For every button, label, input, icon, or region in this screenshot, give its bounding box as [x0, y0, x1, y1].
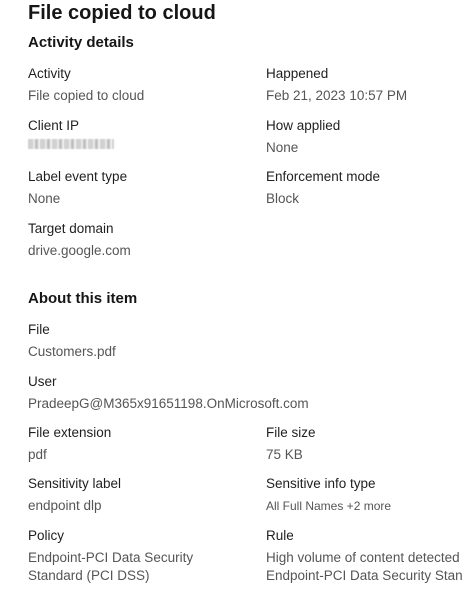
field-value: Customers.pdf	[28, 344, 116, 359]
field-user	[28, 373, 448, 413]
field-label: File extension	[28, 425, 112, 440]
field-happened	[266, 65, 466, 105]
field-file-extension	[28, 424, 228, 464]
field-value: High volume of content detected Endpoint-PCI Data Security Stan	[266, 550, 463, 583]
field-label: How applied	[266, 118, 341, 133]
field-client-ip	[28, 117, 228, 154]
field-label: Enforcement mode	[266, 169, 381, 184]
field-value: Feb 21, 2023 10:57 PM	[266, 88, 408, 103]
field-file-size	[266, 424, 466, 464]
field-target-domain	[28, 220, 228, 260]
field-sensitivity-label	[28, 475, 228, 515]
field-label: Sensitivity label	[28, 476, 122, 491]
field-value: drive.google.com	[28, 243, 131, 258]
field-value: Block	[266, 191, 300, 206]
field-activity	[28, 65, 228, 105]
panel-title: File copied to cloud	[28, 2, 216, 24]
field-how-applied	[266, 117, 466, 157]
field-value: File copied to cloud	[28, 88, 145, 103]
field-label: Sensitive info type	[266, 476, 376, 491]
field-file	[28, 321, 448, 361]
field-value: pdf	[28, 447, 47, 462]
field-label: File	[28, 322, 50, 337]
field-rule	[266, 527, 471, 585]
field-value: Endpoint-PCI Data Security Standard (PCI DSS)	[28, 550, 194, 583]
field-label-event-type	[28, 168, 228, 208]
field-value: PradeepG@M365x91651198.OnMicrosoft.com	[28, 396, 309, 411]
field-label: Rule	[266, 528, 294, 543]
field-value: None	[28, 191, 61, 206]
field-policy	[28, 527, 228, 585]
field-label: Happened	[266, 66, 329, 81]
field-value: endpoint dlp	[28, 498, 102, 513]
field-sensitive-info-type	[266, 475, 466, 515]
field-value: 75 KB	[266, 447, 303, 462]
redacted-ip-value	[28, 139, 114, 149]
field-label: Client IP	[28, 118, 80, 133]
field-label: File size	[266, 425, 316, 440]
field-label: User	[28, 374, 57, 389]
field-label: Label event type	[28, 169, 128, 184]
section-heading-about-item: About this item	[28, 290, 138, 307]
field-label: Policy	[28, 528, 65, 543]
field-label: Target domain	[28, 221, 114, 236]
field-label: Activity	[28, 66, 71, 81]
field-value: None	[266, 140, 299, 155]
field-enforcement-mode	[266, 168, 466, 208]
section-heading-activity-details: Activity details	[28, 34, 134, 51]
field-value: All Full Names +2 more	[266, 499, 392, 513]
